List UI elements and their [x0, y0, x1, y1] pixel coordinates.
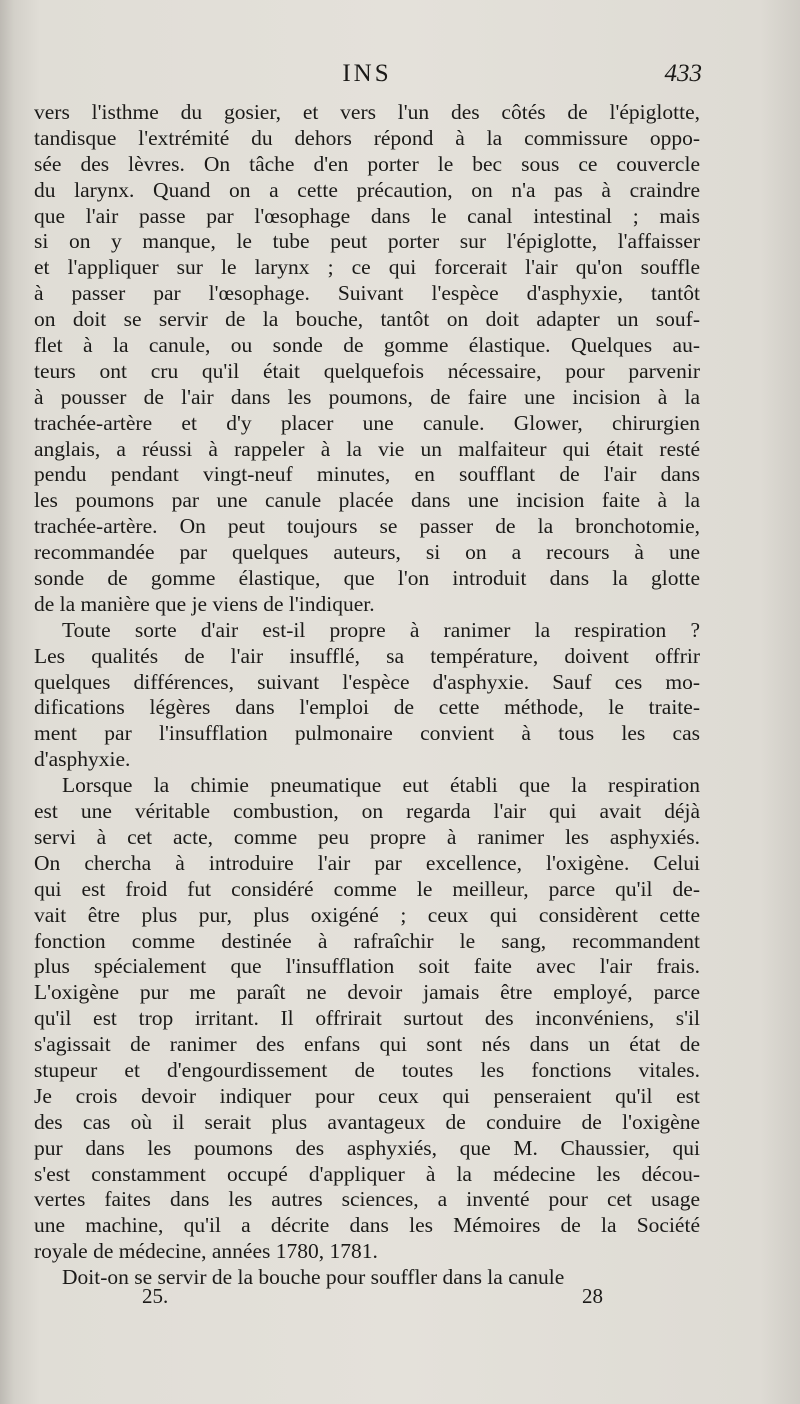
text-line: tandisque l'extrémité du dehors répond à la commissure oppo- — [34, 125, 700, 150]
text-line: royale de médecine, années 1780, 1781. — [34, 1239, 378, 1264]
text-line: L'oxigène pur me paraît ne devoir jamais être employé, parce — [34, 980, 700, 1005]
page-number: 433 — [664, 60, 702, 87]
text-line: sonde de gomme élastique, que l'on introduit dans la glotte — [34, 566, 700, 591]
text-line: on doit se servir de la bouche, tantôt on doit adapter un souf- — [34, 307, 700, 332]
text-line: trachée-artère et d'y placer une canule. Glower, chirurgien — [34, 410, 700, 435]
text-line: si on y manque, le tube peut porter sur l'épiglotte, l'affaisser — [34, 229, 700, 254]
signature-mark-right: 28 — [582, 1284, 603, 1308]
page-header — [34, 60, 700, 96]
text-line: vertes faites dans les autres sciences, a inventé pour cet usage — [34, 1187, 700, 1212]
body-text — [34, 100, 700, 1291]
text-line: les poumons par une canule placée dans une incision faite à la — [34, 488, 700, 513]
text-line: sée des lèvres. On tâche d'en porter le bec sous ce couvercle — [34, 151, 700, 176]
paragraph — [34, 773, 700, 1265]
text-line: fonction comme destinée à rafraîchir le sang, recommandent — [34, 928, 700, 953]
text-line: une machine, qu'il a décrite dans les Mémoires de la Société — [34, 1213, 700, 1238]
text-line: des cas où il serait plus avantageux de conduire de l'oxigène — [34, 1109, 700, 1134]
text-line: est une véritable combustion, on regarda l'air qui avait déjà — [34, 799, 700, 824]
text-line: qui est froid fut considéré comme le meilleur, parce qu'il de- — [34, 876, 700, 901]
text-line: trachée-artère. On peut toujours se passer de la bronchotomie, — [34, 514, 700, 539]
text-line: pur dans les poumons des asphyxiés, que M. Chaussier, qui — [34, 1135, 700, 1160]
text-line: d'asphyxie. — [34, 747, 131, 772]
paragraph — [34, 100, 700, 618]
text-line: On chercha à introduire l'air par excellence, l'oxigène. Celui — [34, 850, 700, 875]
text-line: Je crois devoir indiquer pour ceux qui penseraient qu'il est — [34, 1083, 700, 1108]
text-line: s'agissait de ranimer des enfans qui sont nés dans un état de — [34, 1032, 700, 1057]
text-line: servi à cet acte, comme peu propre à ranimer les asphyxiés. — [34, 824, 700, 849]
text-line: vait être plus pur, plus oxigéné ; ceux qui considèrent cette — [34, 902, 700, 927]
text-line: stupeur et d'engourdissement de toutes les fonctions vitales. — [34, 1057, 700, 1082]
text-line: du larynx. Quand on a cette précaution, on n'a pas à craindre — [34, 177, 700, 202]
paragraph — [34, 618, 700, 773]
text-line: que l'air passe par l'œsophage dans le canal intestinal ; mais — [34, 203, 700, 228]
text-line: Lorsque la chimie pneumatique eut établi que la respiration — [62, 773, 700, 798]
text-line: ment par l'insufflation pulmonaire convient à tous les cas — [34, 721, 700, 746]
text-line: à passer par l'œsophage. Suivant l'espèce d'asphyxie, tantôt — [34, 281, 700, 306]
text-line: difications légères dans l'emploi de cette méthode, le traite- — [34, 695, 700, 720]
text-line: et l'appliquer sur le larynx ; ce qui forcerait l'air qu'on souffle — [34, 255, 700, 280]
text-line: quelques différences, suivant l'espèce d'asphyxie. Sauf ces mo- — [34, 669, 700, 694]
text-line: plus spécialement que l'insufflation soit faite avec l'air frais. — [34, 954, 700, 979]
text-line: qu'il est trop irritant. Il offrirait surtout des inconvéniens, s'il — [34, 1006, 700, 1031]
text-line: teurs ont cru qu'il était quelquefois nécessaire, pour parvenir — [34, 358, 700, 383]
text-line: à pousser de l'air dans les poumons, de faire une incision à la — [34, 384, 700, 409]
text-line: flet à la canule, ou sonde de gomme élastique. Quelques au- — [34, 333, 700, 358]
text-line: vers l'isthme du gosier, et vers l'un des côtés de l'épiglotte, — [34, 100, 700, 124]
text-line: Les qualités de l'air insufflé, sa température, doivent offrir — [34, 643, 700, 668]
signature-mark-left: 25. — [142, 1284, 169, 1308]
page-footer — [34, 1284, 700, 1314]
running-head: INS — [342, 60, 392, 87]
text-line: Doit-on se servir de la bouche pour souffler dans la canule — [62, 1265, 565, 1290]
text-line: s'est constamment occupé d'appliquer à la médecine les décou- — [34, 1161, 700, 1186]
text-line: pendu pendant vingt-neuf minutes, en soufflant de l'air dans — [34, 462, 700, 487]
text-line: de la manière que je viens de l'indiquer. — [34, 591, 375, 616]
text-line: recommandée par quelques auteurs, si on a recours à une — [34, 540, 700, 565]
text-line: anglais, a réussi à rappeler à la vie un malfaiteur qui était resté — [34, 436, 700, 461]
text-line: Toute sorte d'air est-il propre à ranimer la respiration ? — [62, 617, 700, 642]
